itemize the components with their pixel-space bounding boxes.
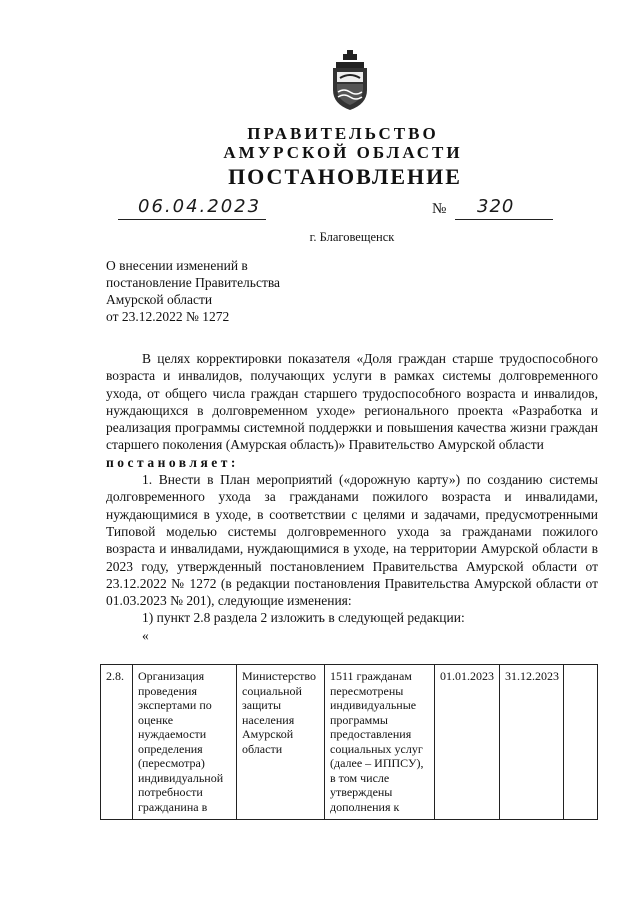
cell-executor: Министерство социальной защиты населения Амурской области (237, 665, 325, 820)
table-row (101, 665, 598, 820)
cell-extra (564, 665, 598, 820)
cell-result: 1511 гражданам пересмотрены индивидуальные программы предоставления социальных услуг (далее – ИППСУ), в том числе утверждены дополнения к (325, 665, 435, 820)
number-underline (455, 219, 553, 220)
cell-number: 2.8. (101, 665, 133, 820)
cell-start-date: 01.01.2023 (435, 665, 500, 820)
subject-line: Амурской области (106, 292, 213, 307)
government-name-line1: ПРАВИТЕЛЬСТВО (247, 124, 439, 143)
document-type-title: ПОСТАНОВЛЕНИЕ (228, 164, 462, 189)
document-body (106, 350, 598, 644)
opening-quote: « (142, 627, 149, 643)
resolve-word: постановляет: (106, 454, 239, 470)
government-name-line2: АМУРСКОЙ ОБЛАСТИ (223, 143, 463, 162)
item-1-1-paragraph: 1) пункт 2.8 раздела 2 изложить в следующей редакции: (142, 610, 465, 626)
subject-line: от 23.12.2022 № 1272 (106, 309, 230, 324)
city-name: г. Благовещенск (309, 230, 395, 244)
number-label: № (432, 201, 447, 217)
intro-paragraph: В целях корректировки показателя «Доля граждан старше трудоспособного возраста и инвалидов, получающих услуги в рамках системы долговременного ухода, от общего числа граждан старшего трудоспособного возраста и инвалидов, нуждающихся в долговременном уходе» регионального проекта «Разработка и реализация программы системной поддержки и повышения качества жизни граждан старшего поколения (Амурская область)» Правительство Амурской области (106, 351, 598, 453)
date-underline (118, 219, 266, 220)
handwritten-date: 06.04.2023 (138, 196, 262, 217)
amur-region-emblem-icon (328, 48, 372, 112)
document-subject (106, 257, 280, 325)
cell-end-date: 31.12.2023 (500, 665, 564, 820)
handwritten-number: 320 (477, 196, 515, 217)
subject-line: О внесении изменений в (106, 258, 248, 273)
item-1-paragraph: 1. Внести в План мероприятий («дорожную карту») по созданию системы долговременного ухода за гражданами пожилого возраста и инвалидами, нуждающимися в уходе, в соответствии с целями и задачами, предусмотренными Типовой моделью системы долговременного ухода за гражданами пожилого возраста и инвалидами, нуждающимися в уходе, на территории Амурской области в 2023 году, утвержденный постановлением Правительства Амурской области от 23.12.2022 № 1272 (в редакции постановления Правительства Амурской области от 01.03.2023 № 201), следующие изменения: (106, 472, 598, 609)
plan-table (100, 664, 598, 820)
cell-event: Организация проведения экспертами по оценке нуждаемости определения (пересмотра) индивидуальной потребности гражданина в (133, 665, 237, 820)
subject-line: постановление Правительства (106, 275, 281, 290)
